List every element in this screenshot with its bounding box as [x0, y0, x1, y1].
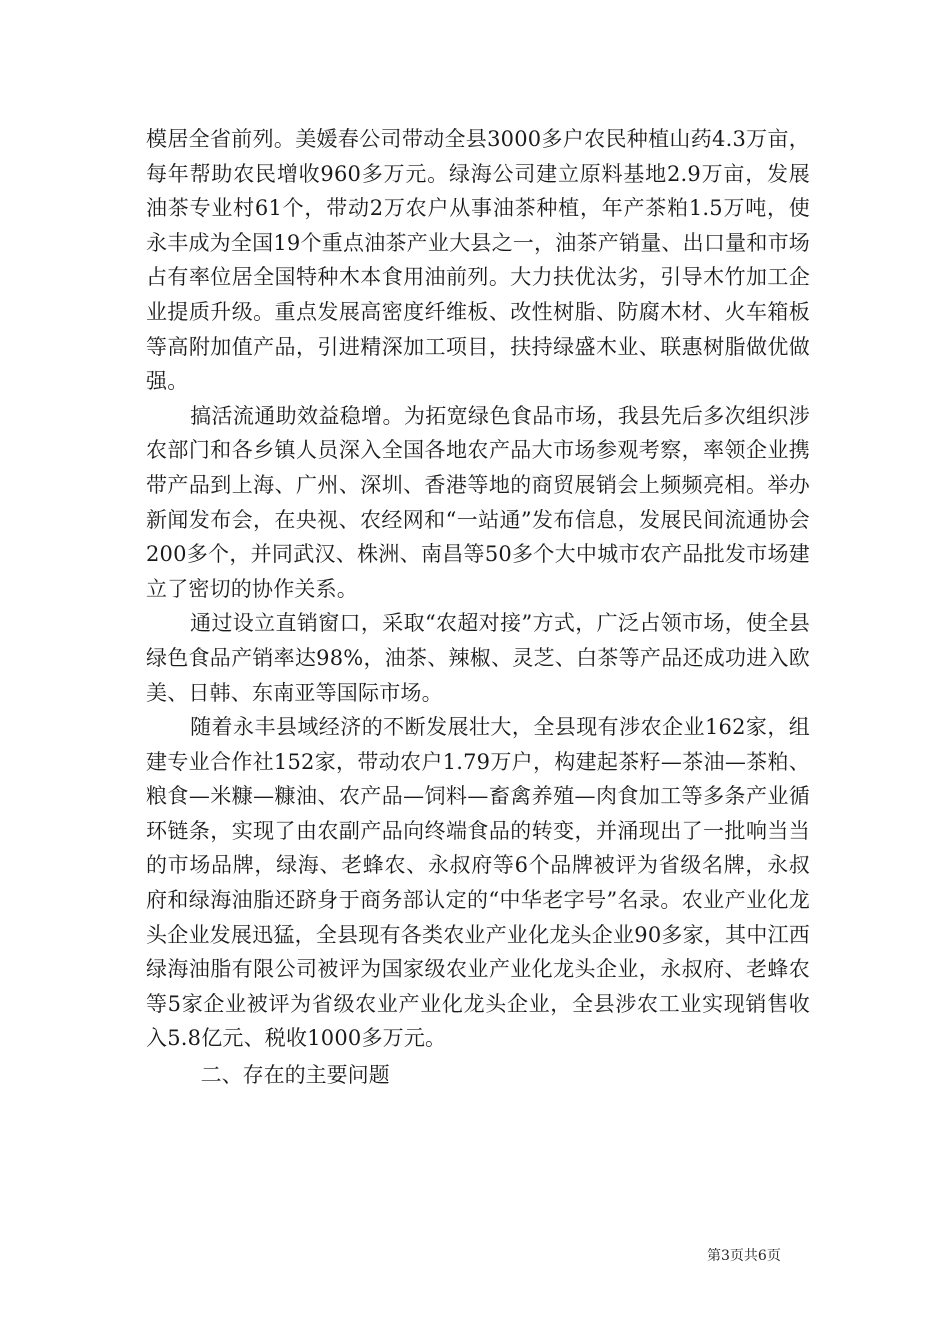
paragraph-3: 通过设立直销窗口，采取“农超对接”方式，广泛占领市场，使全县绿色食品产销率达98%，油茶、辣椒、灵芝、白茶等产品还成功进入欧美、日韩、东南亚等国际市场。 [146, 611, 810, 705]
paragraph-2: 搞活流通助效益稳增。为拓宽绿色食品市场，我县先后多次组织涉农部门和各乡镇人员深入全国各地农产品大市场参观考察，率领企业携带产品到上海、广州、深圳、香港等地的商贸展销会上频频亮相。举办新闻发布会，在央视、农经网和“一站通”发布信息，发展民间流通协会200多个，并同武汉、株洲、南昌等50多个大中城市农产品批发市场建立了密切的协作关系。 [146, 403, 810, 601]
document-body [146, 122, 810, 1093]
paragraph-1: 模居全省前列。美媛春公司带动全县3000多户农民种植山药4.3万亩，每年帮助农民增收960多万元。绿海公司建立原料基地2.9万亩，发展油茶专业村61个，带动2万农户从事油茶种植，年产茶粕1.5万吨，使永丰成为全国19个重点油茶产业大县之一，油茶产销量、出口量和市场占有率位居全国特种木本食用油前列。大力扶优汰劣，引导木竹加工企业提质升级。重点发展高密度纤维板、改性树脂、防腐木材、火车箱板等高附加值产品，引进精深加工项目，扶持绿盛木业、联惠树脂做优做强。 [146, 127, 810, 394]
page-number: 第3页共6页 [707, 1248, 781, 1264]
paragraph-4: 随着永丰县域经济的不断发展壮大，全县现有涉农企业162家，组建专业合作社152家，带动农户1.79万户，构建起茶籽—茶油—茶粕、粮食—米糠—糠油、农产品—饲料—畜禽养殖—肉食加工等多条产业循环链条，实现了由农副产品向终端食品的转变，并涌现出了一批响当当的市场品牌，绿海、老蜂农、永叔府等6个品牌被评为省级名牌，永叔府和绿海油脂还跻身于商务部认定的“中华老字号”名录。农业产业化龙头企业发展迅猛，全县现有各类农业产业化龙头企业90多家，其中江西绿海油脂有限公司被评为国家级农业产业化龙头企业，永叔府、老蜂农等5家企业被评为省级农业产业化龙头企业，全县涉农工业实现销售收入5.8亿元、税收1000多万元。 [146, 715, 810, 1051]
section-heading: 二、存在的主要问题 [200, 1063, 390, 1088]
